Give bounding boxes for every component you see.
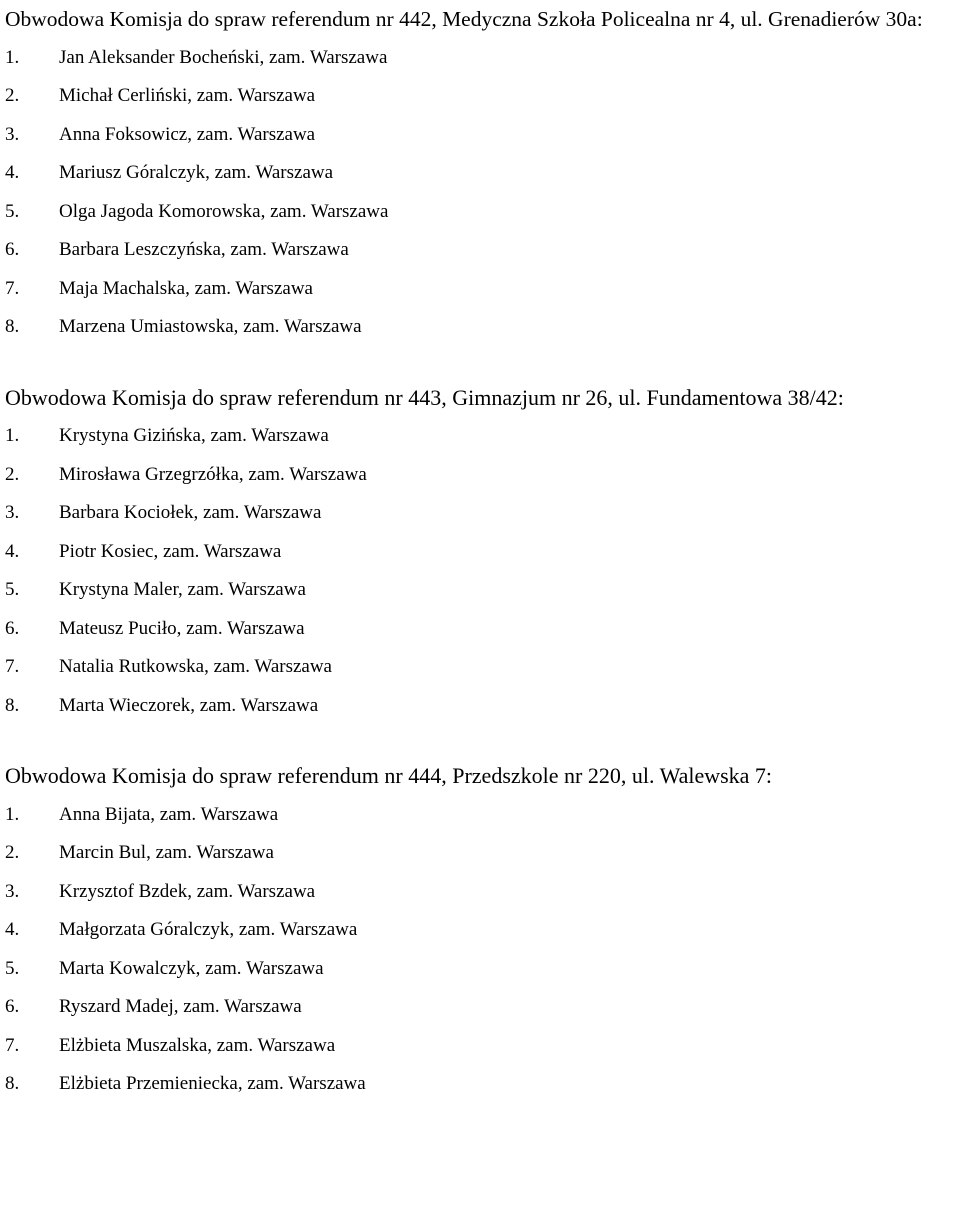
list-item — [5, 116, 955, 155]
list-item — [5, 270, 955, 309]
item-number: 1. — [5, 803, 20, 825]
member-entry: Olga Jagoda Komorowska, zam. Warszawa — [59, 200, 389, 222]
list-item — [5, 834, 955, 873]
list-item — [5, 154, 955, 193]
member-entry: Piotr Kosiec, zam. Warszawa — [59, 540, 282, 562]
item-number: 1. — [5, 425, 20, 446]
member-entry: Maja Machalska, zam. Warszawa — [59, 277, 313, 299]
item-number: 8. — [5, 1073, 20, 1094]
member-entry: Ryszard Madej, zam. Warszawa — [59, 996, 302, 1017]
member-list — [5, 796, 955, 1104]
member-entry: Elżbieta Przemieniecka, zam. Warszawa — [59, 1073, 366, 1094]
list-item — [5, 417, 955, 456]
item-number: 6. — [5, 617, 20, 639]
item-number: 7. — [5, 277, 20, 299]
item-number: 4. — [5, 162, 20, 183]
section-spacer — [5, 725, 955, 757]
list-item — [5, 687, 955, 726]
member-entry: Marta Kowalczyk, zam. Warszawa — [59, 957, 324, 979]
item-number: 2. — [5, 842, 20, 863]
document-page — [5, 0, 955, 1104]
item-number: 2. — [5, 85, 20, 106]
list-item — [5, 193, 955, 232]
item-number: 4. — [5, 540, 20, 562]
list-item — [5, 911, 955, 950]
member-entry: Krystyna Gizińska, zam. Warszawa — [59, 425, 329, 446]
commission-section-443 — [5, 379, 955, 726]
item-number: 7. — [5, 656, 20, 677]
item-number: 8. — [5, 316, 20, 337]
member-entry: Barbara Leszczyńska, zam. Warszawa — [59, 239, 349, 260]
item-number: 6. — [5, 996, 20, 1017]
list-item — [5, 571, 955, 610]
list-item — [5, 610, 955, 649]
list-item — [5, 77, 955, 116]
item-number: 5. — [5, 957, 20, 979]
member-entry: Krzysztof Bzdek, zam. Warszawa — [59, 880, 316, 902]
member-entry: Natalia Rutkowska, zam. Warszawa — [59, 656, 332, 677]
list-item — [5, 950, 955, 989]
list-item — [5, 231, 955, 270]
item-number: 2. — [5, 463, 20, 485]
commission-section-444 — [5, 757, 955, 1104]
member-entry: Jan Aleksander Bocheński, zam. Warszawa — [59, 46, 388, 68]
member-entry: Marcin Bul, zam. Warszawa — [59, 842, 274, 863]
item-number: 3. — [5, 502, 20, 523]
item-number: 5. — [5, 579, 20, 600]
member-entry: Marta Wieczorek, zam. Warszawa — [59, 694, 319, 716]
item-number: 1. — [5, 46, 20, 68]
section-heading: Obwodowa Komisja do spraw referendum nr 444, Przedszkole nr 220, ul. Walewska 7: — [5, 763, 773, 788]
item-number: 3. — [5, 123, 20, 145]
list-item — [5, 988, 955, 1027]
member-entry: Anna Bijata, zam. Warszawa — [59, 803, 279, 825]
member-entry: Mariusz Góralczyk, zam. Warszawa — [59, 162, 334, 183]
member-list — [5, 39, 955, 347]
member-entry: Małgorzata Góralczyk, zam. Warszawa — [59, 919, 358, 940]
item-number: 5. — [5, 200, 20, 222]
member-entry: Marzena Umiastowska, zam. Warszawa — [59, 316, 362, 337]
member-entry: Anna Foksowicz, zam. Warszawa — [59, 123, 316, 145]
list-item — [5, 456, 955, 495]
commission-section-442 — [5, 0, 955, 347]
item-number: 8. — [5, 694, 20, 716]
list-item — [5, 533, 955, 572]
member-entry: Mateusz Puciło, zam. Warszawa — [59, 617, 305, 639]
list-item — [5, 494, 955, 533]
item-number: 4. — [5, 919, 20, 940]
section-heading: Obwodowa Komisja do spraw referendum nr 443, Gimnazjum nr 26, ul. Fundamentowa 38/42: — [5, 384, 844, 410]
member-entry: Barbara Kociołek, zam. Warszawa — [59, 502, 322, 523]
item-number: 3. — [5, 880, 20, 902]
list-item — [5, 1027, 955, 1066]
member-entry: Mirosława Grzegrzółka, zam. Warszawa — [59, 463, 367, 485]
item-number: 7. — [5, 1034, 20, 1056]
list-item — [5, 39, 955, 78]
member-entry: Michał Cerliński, zam. Warszawa — [59, 85, 316, 106]
member-entry: Elżbieta Muszalska, zam. Warszawa — [59, 1034, 336, 1056]
list-item — [5, 873, 955, 912]
section-spacer — [5, 347, 955, 379]
list-item — [5, 648, 955, 687]
list-item — [5, 308, 955, 347]
member-list — [5, 417, 955, 725]
member-entry: Krystyna Maler, zam. Warszawa — [59, 579, 306, 600]
list-item — [5, 796, 955, 835]
list-item — [5, 1065, 955, 1104]
item-number: 6. — [5, 239, 20, 260]
section-heading: Obwodowa Komisja do spraw referendum nr 442, Medyczna Szkoła Policealna nr 4, ul. Grenadierów 30a: — [5, 7, 923, 31]
